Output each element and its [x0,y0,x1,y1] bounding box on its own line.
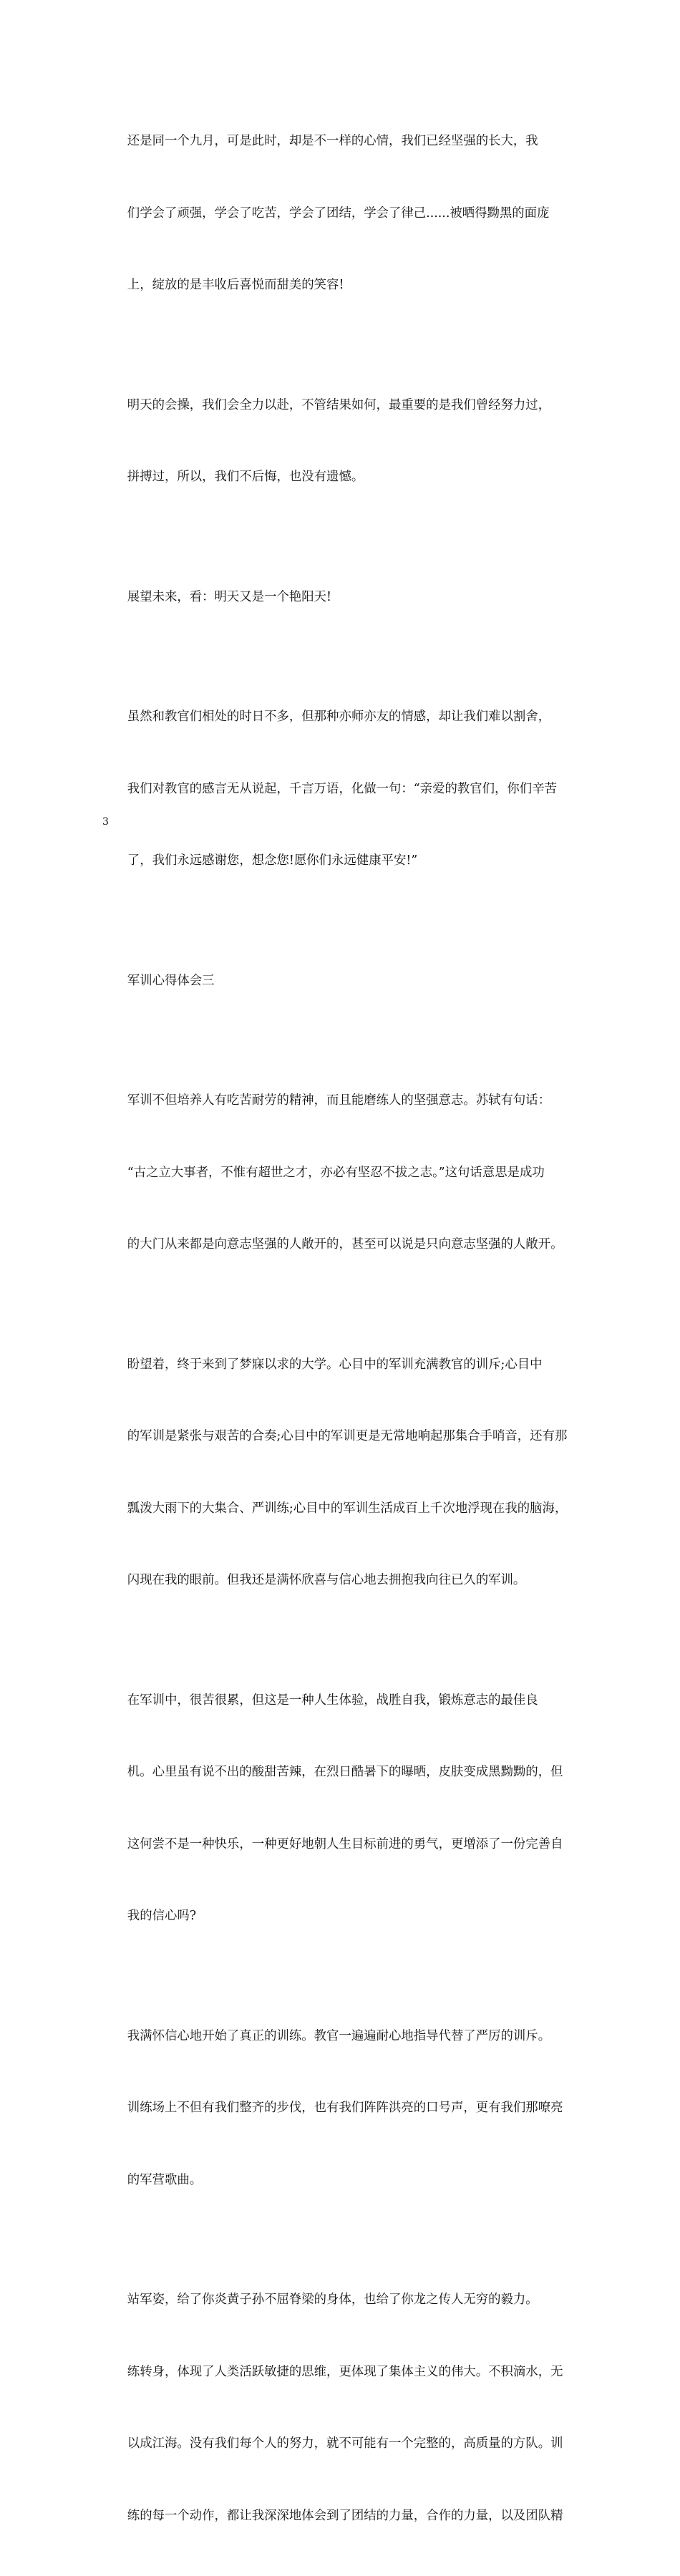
paragraph [102,1977,587,2241]
text-line: 了，我们永远感谢您，想念您!愿你们永远健康平安!” [127,853,418,868]
text-line: 的军营歌曲。 [127,2172,203,2187]
text-line: 盼望着，终于来到了梦寐以求的大学。心目中的军训充满教官的训斥;心目中 [127,1357,543,1372]
text-line: 军训不但培养人有吃苦耐劳的精神，而且能磨练人的坚强意志。苏轼有句话： [127,1093,551,1108]
text-line: 军训心得体会三 [127,973,215,988]
text-line: 我满怀信心地开始了真正的训练。教官一遍遍耐心地指导代替了严厉的训斥。 [127,2028,551,2043]
text-line: 机。心里虽有说不出的酸甜苦辣，在烈日酷暑下的曝晒，皮肤变成黑黝黝的，但 [127,1765,563,1779]
text-line: 上，绽放的是丰收后喜悦而甜美的笑容! [127,278,344,292]
page-number: 3 [102,816,109,828]
text-line: 的大门从来都是向意志坚强的人敞开的，甚至可以说是只向意志坚强的人敞开。 [127,1237,563,1251]
text-line: 瓢泼大雨下的大集合、严训练;心目中的军训生活成百上千次地浮现在我的脑海， [127,1501,568,1516]
text-line: 我的信心吗? [127,1909,197,1923]
text-line: 的军训是紧张与艰苦的合奏;心目中的军训更是无常地响起那集合手哨音，还有那 [127,1429,568,1443]
paragraph [102,82,587,346]
paragraph [102,1041,587,1305]
paragraph [102,657,587,921]
text-line: 练的每一个动作，都让我深深地体会到了团结的力量，合作的力量，以及团队精 [127,2508,563,2523]
text-line: 明天的会操，我们会全力以赴，不管结果如何，最重要的是我们曾经努力过， [127,397,551,412]
text-line: 训练场上不但有我们整齐的步伐，也有我们阵阵洪亮的口号声，更有我们那嘹亮 [127,2101,563,2115]
text-line: 练转身，体现了人类活跃敏捷的思维，更体现了集体主义的伟大。不积滴水，无 [127,2364,563,2379]
text-line: “古之立大事者，不惟有超世之才，亦必有坚忍不拔之志。”这句话意思是成功 [127,1165,545,1180]
text-line: 拼搏过，所以，我们不后悔，也没有遗憾。 [127,470,364,484]
section-heading [102,921,587,1042]
text-line: 虽然和教官们相处的时日不多，但那种亦师亦友的情感，却让我们难以割舍， [127,710,551,724]
paragraph [102,2240,587,2576]
text-line: 这何尝不是一种快乐，一种更好地朝人生目标前进的勇气，更增添了一份完善自 [127,1836,563,1851]
paragraph [102,1305,587,1641]
paragraph [102,1641,587,1977]
text-line: 还是同一个九月，可是此时，却是不一样的心情，我们已经坚强的长大，我 [127,134,538,148]
text-line: 们学会了顽强，学会了吃苦，学会了团结，学会了律己......被晒得黝黑的面庞 [127,205,550,221]
text-line: 以成江海。没有我们每个人的努力，就不可能有一个完整的，高质量的方队。训 [127,2436,563,2451]
text-line: 我们对教官的感言无从说起，千言万语，化做一句：“亲爱的教官们，你们辛苦 [127,781,557,796]
paragraph [102,346,587,538]
text-line: 在军训中，很苦很累，但这是一种人生体验，战胜自我，锻炼意志的最佳良 [127,1693,538,1708]
paragraph [102,538,587,658]
text-line: 闪现在我的眼前。但我还是满怀欣喜与信心地去拥抱我向往已久的军训。 [127,1573,526,1587]
text-line: 展望未来，看：明天又是一个艳阳天! [127,589,332,604]
text-line: 站军姿，给了你炎黄子孙不屈脊梁的身体，也给了你龙之传人无穷的毅力。 [127,2292,538,2307]
document-body [102,82,587,2576]
